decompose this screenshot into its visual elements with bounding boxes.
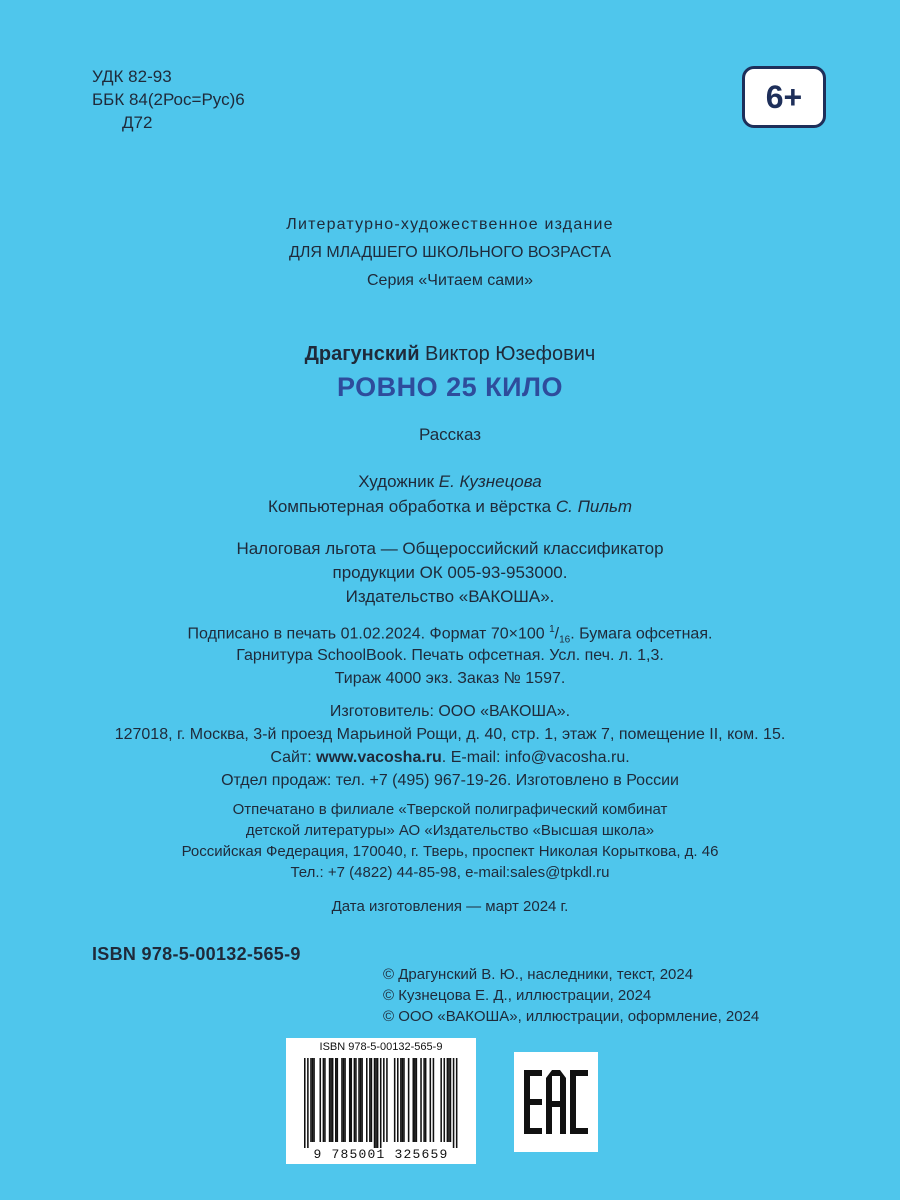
format-fraction-num: 1 <box>549 624 555 635</box>
manufacture-date: Дата изготовления — март 2024 г. <box>331 898 569 915</box>
barcode-bar <box>366 1058 368 1142</box>
series: Серия «Читаем сами» <box>366 272 534 289</box>
barcode-bar <box>330 1058 332 1142</box>
print-signed-format: Подписано в печать 01.02.2024. Формат 70×100 <box>187 625 550 643</box>
isbn: ISBN 978-5-00132-565-9 <box>92 944 301 964</box>
udk-code: УДК 82-93 <box>92 67 172 86</box>
book-genre: Рассказ <box>418 425 482 444</box>
barcode-bar <box>444 1058 446 1142</box>
age-rating-badge: 6+ <box>742 66 826 128</box>
barcode-bar <box>310 1058 312 1142</box>
barcode-bar <box>414 1058 416 1142</box>
barcode-bar <box>332 1058 334 1142</box>
site-link: www.vacosha.ru <box>316 749 442 766</box>
barcode-bar <box>380 1058 382 1148</box>
barcode-bar <box>430 1058 432 1142</box>
layout-label: Компьютерная обработка и вёрстка <box>267 497 552 516</box>
author-given-names: Виктор Юзефович <box>425 343 596 365</box>
layout-line <box>0 497 900 517</box>
barcode-digits: 9 785001 325659 <box>313 1147 449 1162</box>
barcode-bar <box>400 1058 402 1142</box>
barcode-bar <box>375 1058 377 1148</box>
copyright-publisher: © ООО «ВАКОША», иллюстрации, оформление, 2024 <box>383 1008 760 1025</box>
barcode-bar <box>383 1058 385 1142</box>
barcode-bar <box>377 1058 379 1148</box>
barcode-bar <box>335 1058 337 1142</box>
paper-type: . Бумага офсетная. <box>570 625 713 643</box>
eac-mark <box>514 1052 598 1152</box>
barcode-bar <box>448 1058 450 1142</box>
barcode-bar <box>394 1058 396 1142</box>
barcode-isbn-label: ISBN 978-5-00132-565-9 <box>319 1041 443 1053</box>
publisher-line: Издательство «ВАКОША». <box>345 587 555 606</box>
barcode-bar <box>453 1058 455 1148</box>
barcode-bar <box>440 1058 442 1142</box>
barcode <box>286 1038 476 1164</box>
format-fraction-den: 16 <box>559 634 571 646</box>
barcode-bar <box>361 1058 363 1142</box>
barcode-bar <box>447 1058 449 1142</box>
barcode-bar <box>312 1058 314 1142</box>
barcode-bar <box>355 1058 357 1142</box>
barcode-bar <box>324 1058 326 1142</box>
barcode-bar <box>433 1058 435 1142</box>
tax-line-1: Налоговая льгота — Общероссийский классификатор <box>236 539 664 558</box>
eac-icon <box>514 1052 598 1152</box>
author-mark-code: Д72 <box>122 113 153 132</box>
tax-line-2: продукции ОК 005-93-953000. <box>332 563 568 582</box>
manufacturer-contacts <box>0 749 900 767</box>
barcode-bar <box>371 1058 373 1142</box>
barcode-bar <box>354 1058 356 1142</box>
barcode-bar <box>307 1058 309 1148</box>
audience: ДЛЯ МЛАДШЕГО ШКОЛЬНОГО ВОЗРАСТА <box>288 244 612 261</box>
barcode-bars <box>286 1038 476 1164</box>
manufacturer-line-1: Изготовитель: ООО «ВАКОША». <box>329 703 571 720</box>
book-title: РОВНО 25 КИЛО <box>336 372 564 402</box>
barcode-bar <box>425 1058 427 1142</box>
illustrator-name: Е. Кузнецова <box>438 472 542 491</box>
barcode-bar <box>351 1058 353 1142</box>
copyright-text: © Драгунский В. Ю., наследники, текст, 2024 <box>383 966 694 983</box>
print-line-3: Тираж 4000 экз. Заказ № 1597. <box>334 670 566 687</box>
barcode-bar <box>337 1058 339 1142</box>
barcode-bar <box>456 1058 458 1148</box>
author-line <box>0 343 900 366</box>
edition-type: Литературно-художественное издание <box>286 216 614 233</box>
barcode-bar <box>341 1058 343 1142</box>
barcode-bar <box>304 1058 306 1148</box>
barcode-bar <box>386 1058 388 1142</box>
illustrator-line <box>0 472 900 492</box>
copyright-illustrations: © Кузнецова Е. Д., иллюстрации, 2024 <box>383 987 652 1004</box>
manufacturer-address: 127018, г. Москва, 3-й проезд Марьиной Рощи, д. 40, стр. 1, этаж 7, помещение II, ком. 15. <box>114 726 786 743</box>
barcode-bar <box>397 1058 399 1142</box>
barcode-bar <box>349 1058 351 1142</box>
illustrator-label: Художник <box>358 472 435 491</box>
barcode-bar <box>420 1058 422 1142</box>
barcode-bar <box>344 1058 346 1142</box>
barcode-bar <box>358 1058 360 1142</box>
barcode-bar <box>313 1058 315 1142</box>
printer-line-4: Тел.: +7 (4822) 44-85-98, e-mail:sales@tpkdl.ru <box>290 864 610 881</box>
barcode-bar <box>320 1058 322 1142</box>
printer-line-1: Отпечатано в филиале «Тверской полиграфический комбинат <box>232 801 668 818</box>
barcode-bar <box>423 1058 425 1142</box>
barcode-bar <box>408 1058 410 1142</box>
barcode-bar <box>329 1058 331 1142</box>
barcode-bar <box>450 1058 452 1142</box>
print-line-1: Подписано в печать 01.02.2024. Формат 70×100 $^1/_{16}$. Бумага офсетная. <box>187 624 713 646</box>
barcode-bar <box>374 1058 376 1148</box>
barcode-bar <box>369 1058 371 1142</box>
barcode-bar <box>360 1058 362 1142</box>
sales-line: Отдел продаж: тел. +7 (495) 967-19-26. Изготовлено в России <box>221 772 679 789</box>
author-surname: Драгунский <box>304 343 420 365</box>
email-text: . E-mail: info@vacosha.ru. <box>441 749 630 766</box>
barcode-bar <box>402 1058 404 1142</box>
bbk-code: ББК 84(2Рос=Рус)6 <box>92 90 245 109</box>
printer-line-2: детской литературы» АО «Издательство «Высшая школа» <box>245 822 655 839</box>
barcode-bar <box>413 1058 415 1142</box>
barcode-bar <box>403 1058 405 1142</box>
print-line-2: Гарнитура SchoolBook. Печать офсетная. Усл. печ. л. 1,3. <box>236 647 664 664</box>
barcode-bar <box>323 1058 325 1142</box>
layout-name: С. Пильт <box>555 497 633 516</box>
printer-line-3: Российская Федерация, 170040, г. Тверь, проспект Николая Корыткова, д. 46 <box>181 843 719 860</box>
barcode-bar <box>343 1058 345 1142</box>
site-label: Сайт: <box>270 749 317 766</box>
barcode-bar <box>416 1058 418 1142</box>
